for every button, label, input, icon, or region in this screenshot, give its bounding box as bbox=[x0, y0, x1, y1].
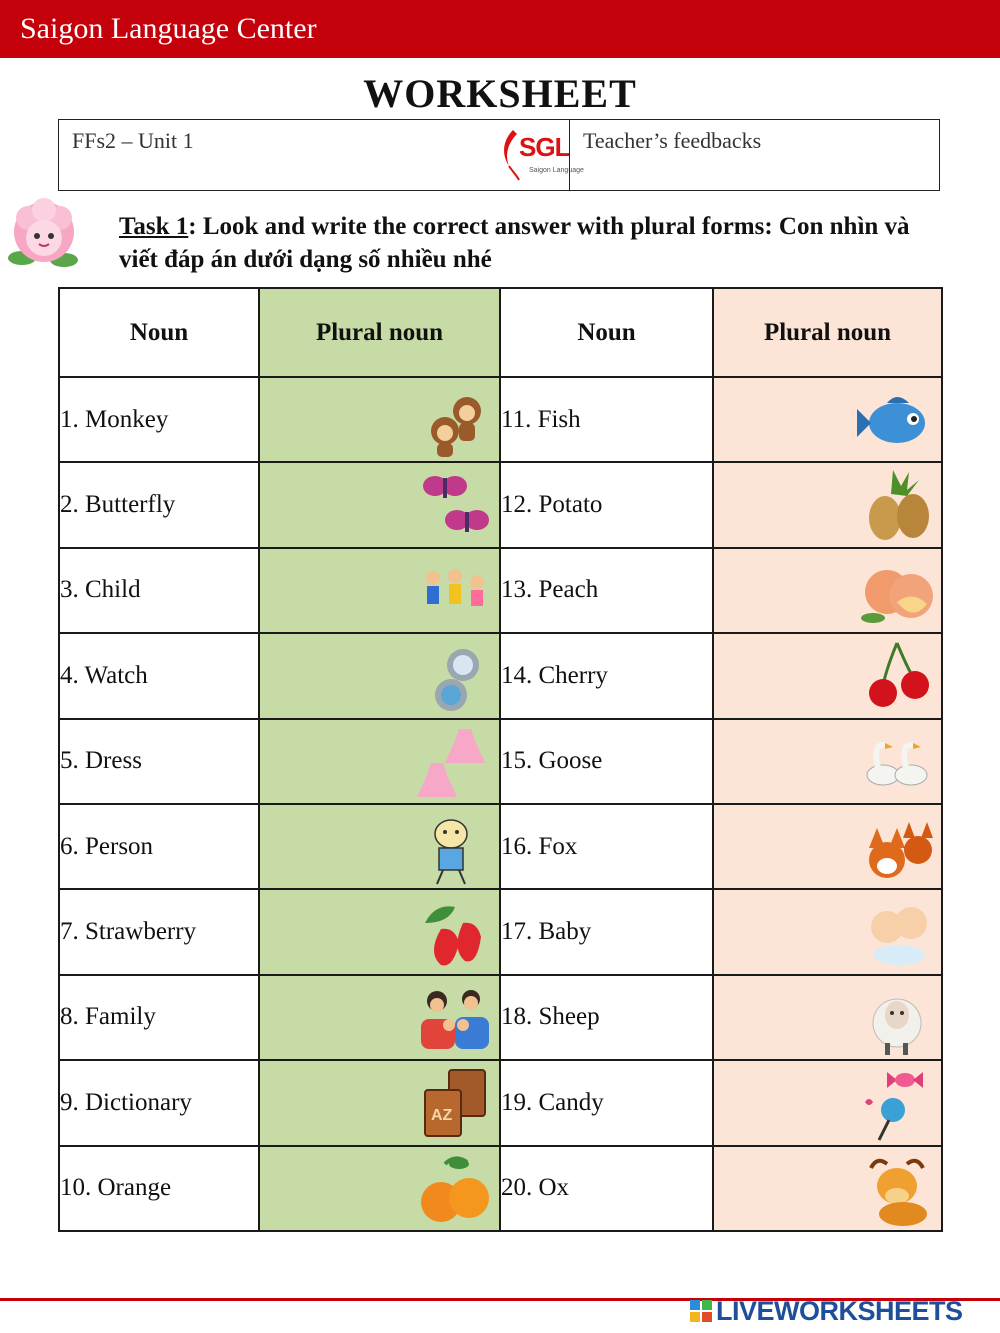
unit-label: FFs2 – Unit 1 bbox=[72, 128, 194, 153]
liveworksheets-badge-icon bbox=[690, 1300, 712, 1322]
table-row bbox=[59, 1060, 942, 1145]
plural-answer-cell[interactable] bbox=[713, 462, 942, 547]
dictionaries-icon bbox=[415, 1064, 495, 1144]
noun-cell: 6. Person bbox=[59, 804, 259, 889]
plural-answer-cell[interactable] bbox=[713, 548, 942, 633]
dresses-icon bbox=[415, 723, 495, 803]
butterflies-icon bbox=[415, 466, 495, 546]
logo-subtext: Saigon Language bbox=[529, 167, 584, 174]
fish-icon bbox=[857, 381, 937, 461]
task-label: Task 1 bbox=[119, 213, 189, 240]
worksheet-title: WORKSHEET bbox=[363, 71, 637, 116]
peaches-icon bbox=[857, 552, 937, 632]
table-row bbox=[59, 975, 942, 1060]
plural-answer-cell[interactable] bbox=[259, 975, 500, 1060]
plural-answer-cell[interactable] bbox=[713, 633, 942, 718]
noun-cell: 20. Ox bbox=[500, 1146, 713, 1231]
noun-cell: 11. Fish bbox=[500, 377, 713, 462]
table-row bbox=[59, 548, 942, 633]
plural-answer-cell[interactable] bbox=[259, 462, 500, 547]
noun-cell: 17. Baby bbox=[500, 889, 713, 974]
table-row bbox=[59, 377, 942, 462]
geese-icon bbox=[857, 723, 937, 803]
noun-cell: 9. Dictionary bbox=[59, 1060, 259, 1145]
svg-text:AZ: AZ bbox=[431, 1107, 453, 1125]
noun-cell: 2. Butterfly bbox=[59, 462, 259, 547]
noun-cell: 1. Monkey bbox=[59, 377, 259, 462]
noun-cell: 13. Peach bbox=[500, 548, 713, 633]
noun-cell: 12. Potato bbox=[500, 462, 713, 547]
table-row bbox=[59, 1146, 942, 1231]
noun-cell: 15. Goose bbox=[500, 719, 713, 804]
plural-answer-cell[interactable] bbox=[713, 377, 942, 462]
potatoes-icon bbox=[857, 466, 937, 546]
sgl-logo bbox=[499, 124, 584, 184]
sheep-icon bbox=[857, 979, 937, 1059]
plural-answer-cell[interactable] bbox=[259, 804, 500, 889]
table-row bbox=[59, 633, 942, 718]
monkeys-icon bbox=[415, 381, 495, 461]
task-text: : Look and write the correct answer with plural forms: Con nhìn và viết đáp án dưới dạng số nhiều nhé bbox=[119, 213, 910, 273]
header-plural-right: Plural noun bbox=[713, 288, 942, 377]
flower-mascot-icon bbox=[4, 196, 84, 274]
header-noun-right: Noun bbox=[500, 288, 713, 377]
noun-cell: 16. Fox bbox=[500, 804, 713, 889]
info-box bbox=[58, 119, 940, 191]
plural-answer-cell[interactable] bbox=[713, 975, 942, 1060]
oranges-icon bbox=[415, 1150, 495, 1230]
babies-icon bbox=[857, 893, 937, 973]
candies-icon bbox=[857, 1064, 937, 1144]
table-row bbox=[59, 889, 942, 974]
noun-cell: 7. Strawberry bbox=[59, 889, 259, 974]
header-plural-left: Plural noun bbox=[259, 288, 500, 377]
noun-cell: 10. Orange bbox=[59, 1146, 259, 1231]
plural-answer-cell[interactable] bbox=[259, 1146, 500, 1231]
noun-cell: 14. Cherry bbox=[500, 633, 713, 718]
plural-answer-cell[interactable] bbox=[259, 633, 500, 718]
header-bar bbox=[0, 0, 1000, 58]
children-icon bbox=[415, 552, 495, 632]
header-row bbox=[59, 288, 942, 377]
family-icon bbox=[415, 979, 495, 1059]
plural-answer-cell[interactable] bbox=[713, 889, 942, 974]
plural-answer-cell[interactable] bbox=[259, 889, 500, 974]
noun-table bbox=[58, 287, 943, 1232]
header-noun-left: Noun bbox=[59, 288, 259, 377]
watches-icon bbox=[415, 637, 495, 717]
plural-answer-cell[interactable] bbox=[713, 1060, 942, 1145]
task-instruction bbox=[119, 210, 939, 276]
noun-cell: 4. Watch bbox=[59, 633, 259, 718]
table-row bbox=[59, 804, 942, 889]
info-divider bbox=[569, 120, 570, 190]
noun-cell: 19. Candy bbox=[500, 1060, 713, 1145]
feedback-label: Teacher’s feedbacks bbox=[583, 128, 762, 153]
cherries-icon bbox=[857, 637, 937, 717]
noun-cell: 3. Child bbox=[59, 548, 259, 633]
noun-cell: 8. Family bbox=[59, 975, 259, 1060]
noun-cell: 18. Sheep bbox=[500, 975, 713, 1060]
person-icon bbox=[415, 808, 495, 888]
strawberries-icon bbox=[415, 893, 495, 973]
table-row bbox=[59, 719, 942, 804]
plural-answer-cell[interactable] bbox=[713, 719, 942, 804]
plural-answer-cell[interactable] bbox=[259, 719, 500, 804]
footer-brand: LIVEWORKSHEETS bbox=[716, 1296, 963, 1326]
ox-icon bbox=[857, 1150, 937, 1230]
plural-answer-cell[interactable] bbox=[713, 804, 942, 889]
noun-cell: 5. Dress bbox=[59, 719, 259, 804]
plural-answer-cell[interactable] bbox=[259, 1060, 500, 1145]
plural-answer-cell[interactable] bbox=[713, 1146, 942, 1231]
logo-text: SGL bbox=[519, 132, 570, 162]
plural-answer-cell[interactable] bbox=[259, 548, 500, 633]
table-row bbox=[59, 462, 942, 547]
liveworksheets-logo bbox=[690, 1296, 963, 1327]
plural-answer-cell[interactable] bbox=[259, 377, 500, 462]
foxes-icon bbox=[857, 808, 937, 888]
center-name: Saigon Language Center bbox=[20, 12, 317, 45]
